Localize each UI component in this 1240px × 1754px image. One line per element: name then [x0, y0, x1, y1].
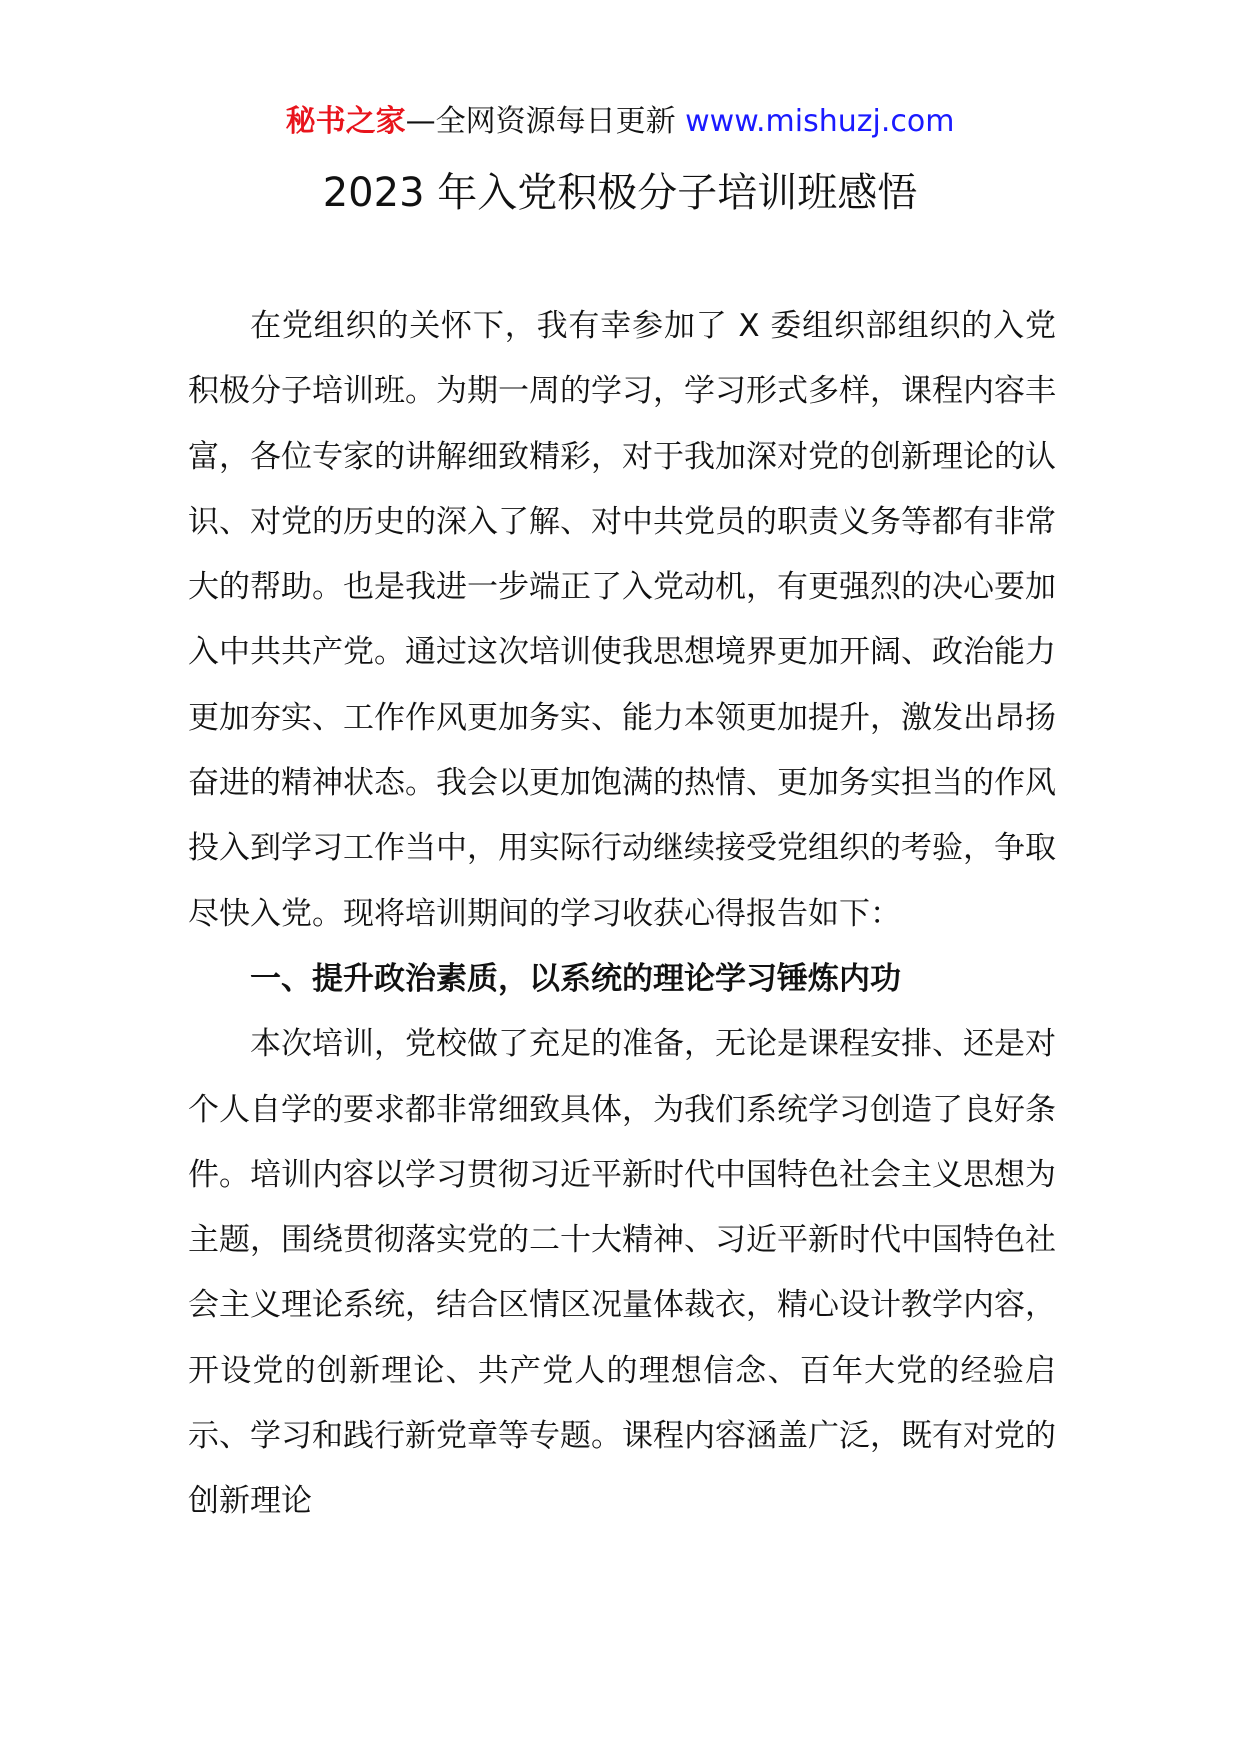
- paragraph-section-1: 本次培训，党校做了充足的准备，无论是课程安排、还是对个人自学的要求都非常细致具体，为我们系统学习创造了良好条件。培训内容以学习贯彻习近平新时代中国特色社会主义思想为主题，围绕贯彻落实党的二十大精神、习近平新时代中国特色社会主义理论系统，结合区情区况量体裁衣，精心设计教学内容，开设党的创新理论、共产党人的理想信念、百年大党的经验启示、学习和践行新党章等专题。课程内容涵盖广泛，既有对党的创新理论: [188, 1026, 1056, 1520]
- page-title: 2023 年入党积极分子培训班感悟: [322, 170, 918, 216]
- site-url-link[interactable]: www.mishuzj.com: [685, 104, 955, 139]
- header-tagline: —全网资源每日更新: [405, 104, 676, 139]
- site-header: [0, 100, 1240, 144]
- document-body: [188, 294, 1056, 1535]
- paragraph-intro: 在党组织的关怀下，我有幸参加了 X 委组织部组织的入党积极分子培训班。为期一周的学习，学习形式多样，课程内容丰富，各位专家的讲解细致精彩，对于我加深对党的创新理论的认识、对党的历史的深入了解、对中共党员的职责义务等都有非常大的帮助。也是我进一步端正了入党动机，有更强烈的决心要加入中共共产党。通过这次培训使我思想境界更加开阔、政治能力更加夯实、工作作风更加务实、能力本领更加提升，激发出昂扬奋进的精神状态。我会以更加饱满的热情、更加务实担当的作风投入到学习工作当中，用实际行动继续接受党组织的考验，争取尽快入党。现将培训期间的学习收获心得报告如下：: [188, 308, 1056, 932]
- brand-name: 秘书之家: [285, 104, 406, 139]
- section-heading-1: 一、提升政治素质，以系统的理论学习锤炼内功: [250, 960, 901, 997]
